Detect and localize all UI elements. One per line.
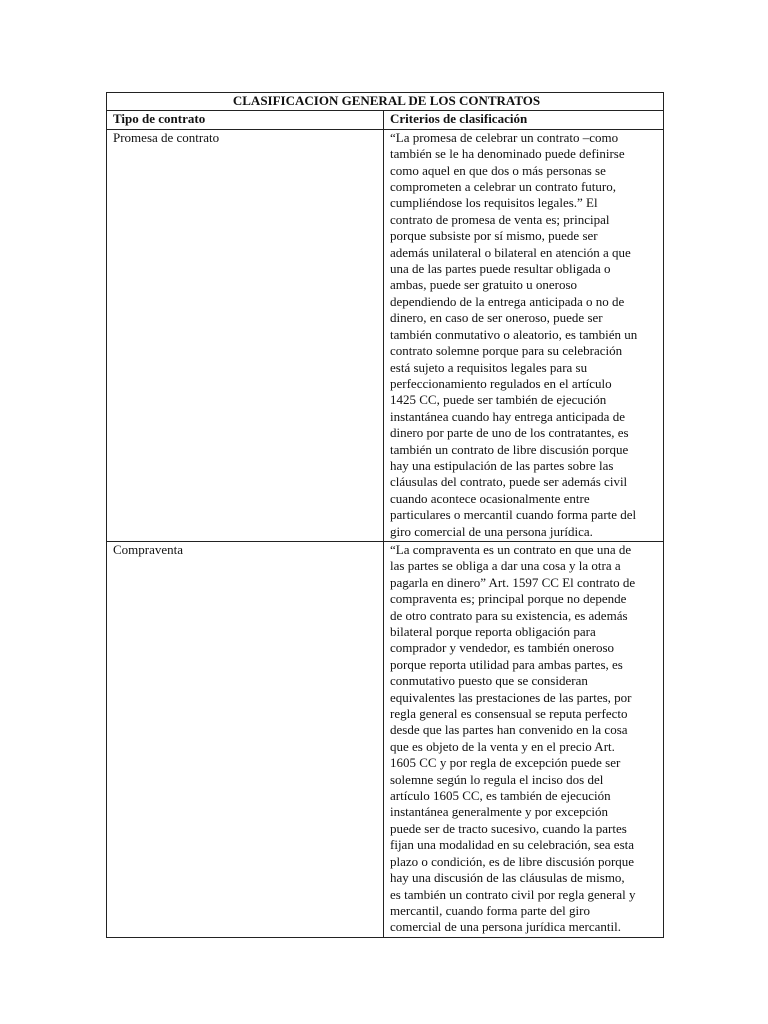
text-line: que es objeto de la venta y en el precio Art. bbox=[390, 738, 615, 754]
header-row bbox=[107, 111, 664, 129]
text-line: equivalentes las prestaciones de las partes, por bbox=[390, 689, 632, 705]
text-line: pagarla en dinero” Art. 1597 CC El contrato de bbox=[390, 574, 636, 590]
text-line: cuando acontece ocasionalmente entre bbox=[390, 490, 590, 506]
text-line: plazo o condición, es de libre discusión porque bbox=[390, 853, 635, 869]
text-line: contrato solemne porque para su celebración bbox=[390, 343, 623, 359]
text-line: instantánea generalmente y por excepción bbox=[390, 804, 609, 820]
title-row bbox=[107, 93, 664, 111]
criteria-cell bbox=[384, 541, 664, 937]
text-line: conmutativo puesto que se consideran bbox=[390, 673, 588, 689]
text-line: perfeccionamiento regulados en el artículo bbox=[390, 375, 612, 391]
text-line: de otro contrato para su existencia, es además bbox=[390, 607, 628, 623]
table-row bbox=[107, 541, 664, 937]
text-line: artículo 1605 CC, es también de ejecución bbox=[390, 788, 611, 804]
table-title: CLASIFICACION GENERAL DE LOS CONTRATOS bbox=[107, 93, 664, 111]
text-line: una de las partes puede resultar obligada o bbox=[390, 261, 611, 277]
text-line: contrato de promesa de venta es; principal bbox=[390, 211, 610, 227]
text-line: instantánea cuando hay entrega anticipada de bbox=[390, 408, 625, 424]
text-line: desde que las partes han convenido en la cosa bbox=[390, 722, 628, 738]
text-line: hay una estipulación de las partes sobre las bbox=[390, 457, 614, 473]
text-line: también un contrato de libre discusión porque bbox=[390, 441, 629, 457]
header-contract-type: Tipo de contrato bbox=[107, 111, 384, 129]
text-line: está sujeto a requisitos legales para su bbox=[390, 359, 588, 375]
text-line: bilateral porque reporta obligación para bbox=[390, 624, 596, 639]
contract-type-cell: Promesa de contrato bbox=[107, 129, 384, 541]
text-line: fijan una modalidad en su celebración, sea esta bbox=[390, 837, 635, 853]
text-line: 1605 CC y por regla de excepción puede ser bbox=[390, 755, 621, 771]
text-line: giro comercial de una persona jurídica. bbox=[390, 523, 593, 539]
text-line: hay una discusión de las cláusulas de mismo, bbox=[390, 870, 625, 886]
text-line: compraventa es; principal porque no depende bbox=[390, 591, 627, 607]
text-line: “La compraventa es un contrato en que una de bbox=[390, 541, 632, 557]
text-line: dependiendo de la entrega anticipada o no de bbox=[390, 293, 625, 309]
text-line: también conmutativo o aleatorio, es también un bbox=[390, 326, 638, 342]
text-line: “La promesa de celebrar un contrato –como bbox=[390, 129, 619, 145]
text-line: regla general es consensual se reputa perfecto bbox=[390, 706, 628, 722]
criteria-cell bbox=[384, 129, 664, 541]
text-line: cláusulas del contrato, puede ser además civil bbox=[390, 474, 628, 490]
text-line: dinero, en caso de ser oneroso, puede ser bbox=[390, 310, 603, 326]
text-line: porque reporta utilidad para ambas partes, es bbox=[390, 656, 623, 672]
text-line: porque subsiste por sí mismo, puede ser bbox=[390, 228, 598, 244]
text-line: puede ser de tracto sucesivo, cuando la partes bbox=[390, 820, 627, 836]
text-line: como aquel en que dos o más personas se bbox=[390, 162, 606, 178]
text-line: comprador y vendedor, es también oneroso bbox=[390, 640, 615, 656]
header-classification-criteria: Criterios de clasificación bbox=[384, 111, 664, 129]
text-line: dinero por parte de uno de los contratantes, es bbox=[390, 425, 629, 441]
text-line: además unilateral o bilateral en atención a que bbox=[390, 244, 631, 260]
text-line: las partes se obliga a dar una cosa y la otra a bbox=[390, 558, 621, 574]
contracts-table bbox=[106, 92, 664, 938]
table-row bbox=[107, 129, 664, 541]
text-line: también se le ha denominado puede definirse bbox=[390, 146, 625, 162]
contract-type-cell: Compraventa bbox=[107, 541, 384, 937]
text-line: comercial de una persona jurídica mercantil. bbox=[390, 919, 622, 935]
text-line: solemne según lo regula el inciso dos del bbox=[390, 771, 604, 787]
text-line: es también un contrato civil por regla general y bbox=[390, 886, 636, 902]
text-line: comprometen a celebrar un contrato futuro, bbox=[390, 179, 616, 195]
text-line: 1425 CC, puede ser también de ejecución bbox=[390, 392, 607, 408]
text-line: cumpliéndose los requisitos legales.” El bbox=[390, 195, 598, 211]
text-line: particulares o mercantil cuando forma parte del bbox=[390, 507, 637, 523]
text-line: ambas, puede ser gratuito u oneroso bbox=[390, 277, 578, 293]
text-line: mercantil, cuando forma parte del giro bbox=[390, 902, 590, 918]
